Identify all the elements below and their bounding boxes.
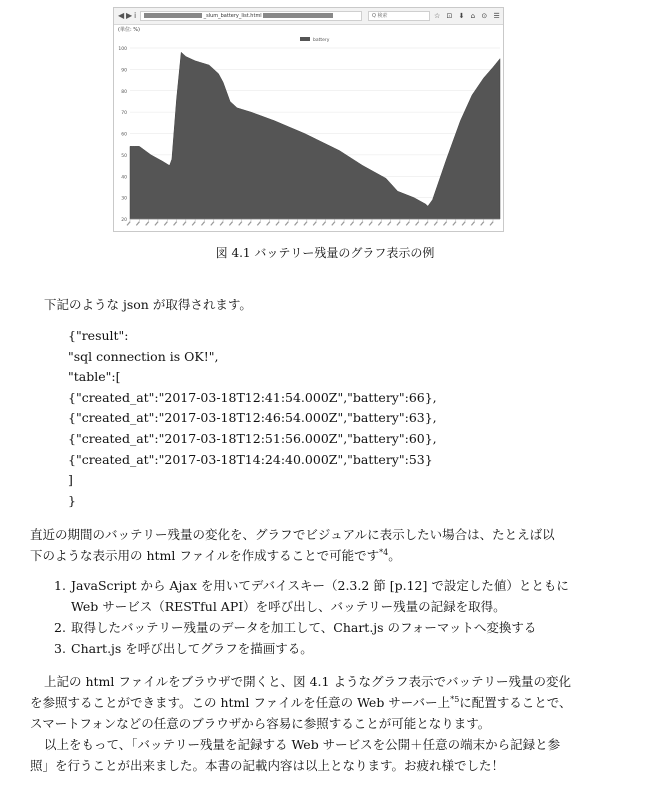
search-input[interactable]: Q 検索: [368, 11, 430, 21]
y-tick-label: 100: [118, 47, 127, 52]
x-tick-label: [387, 221, 391, 226]
json-line: "sql connection is OK!",: [68, 348, 219, 364]
browser-screenshot: [113, 7, 504, 232]
paragraph-3-line-1: 上記の html ファイルをブラウザで開くと、図 4.1 ようなグラフ表示でバッテリー残量の変化: [44, 674, 571, 689]
json-line: }: [68, 492, 76, 508]
y-tick-label: 40: [121, 175, 127, 181]
x-tick-label: [415, 221, 419, 226]
x-tick-label: [434, 221, 438, 226]
x-tick-label: [341, 221, 345, 226]
x-tick-label: [238, 221, 242, 226]
paragraph-3-line-4: 以上をもって、「バッテリー残量を記録する Web サービスを公開＋任意の端末から記録と参: [44, 737, 561, 752]
intro-paragraph: 下記のような json が取得されます。: [44, 297, 252, 312]
x-tick-label: [201, 221, 205, 226]
x-tick-label: [220, 221, 224, 226]
paragraph-2-line-1: 直近の期間のバッテリー残量の変化を、グラフでビジュアルに表示したい場合は、たとえば以: [30, 527, 555, 542]
x-tick-label: [471, 221, 475, 226]
x-tick-label: [173, 221, 177, 226]
paragraph-2-end: 。: [388, 548, 401, 563]
x-tick-label: [127, 221, 131, 226]
paragraph-3-line-5: 照」を行うことが出来ました。本書の記載内容は以上となります。お疲れ様でした！: [30, 758, 505, 773]
y-tick-label: 20: [121, 218, 127, 223]
x-tick-label: [145, 221, 149, 226]
x-tick-label: [378, 221, 382, 226]
x-tick-label: [182, 221, 186, 226]
x-tick-label: [462, 221, 466, 226]
json-line: {"created_at":"2017-03-18T14:24:40.000Z","battery":53}: [68, 451, 433, 467]
x-tick-label: [154, 221, 158, 226]
x-tick-label: [266, 221, 270, 226]
x-tick-label: [210, 221, 214, 226]
url-text: _slum_battery_list.html: [203, 13, 262, 19]
footnote-ref-4[interactable]: *4: [379, 547, 389, 557]
list-number: 3.: [54, 641, 66, 656]
unit-label: (単位: %): [118, 27, 140, 33]
footnote-ref-5[interactable]: *5: [450, 694, 460, 704]
x-tick-label: [275, 221, 279, 226]
json-line: "table":[: [68, 369, 121, 385]
paragraph-3-line-3: スマートフォンなどの任意のブラウザから容易に参照することが可能となります。: [30, 716, 491, 731]
legend-label: battery: [313, 38, 330, 43]
redacted-url-part: [263, 13, 333, 18]
y-tick-label: 30: [121, 196, 127, 202]
y-tick-label: 90: [121, 68, 127, 74]
list-text: 取得したバッテリー残量のデータを加工して、Chart.js のフォーマットへ変換する: [71, 620, 537, 635]
x-tick-label: [443, 221, 447, 226]
browser-toolbar: [114, 8, 503, 25]
legend-swatch: [300, 37, 310, 41]
paragraph-3-line-2b: に配置することで、: [459, 695, 572, 710]
x-tick-label: [452, 221, 456, 226]
y-tick-label: 80: [121, 89, 127, 95]
toolbar-icons[interactable]: ☆ ⊡ ⬇ ⌂ ⊙ ☰: [434, 12, 502, 20]
paragraph-3-line-2a: を参照することができます。この html ファイルを任意の Web サーバー上: [30, 695, 451, 710]
json-line: ]: [68, 472, 73, 488]
list-item: [54, 575, 624, 617]
x-tick-label: [294, 221, 298, 226]
json-line: {"result":: [68, 328, 129, 343]
steps-list: [54, 575, 624, 659]
redacted-url-part: [144, 13, 202, 18]
battery-area: [130, 52, 500, 219]
x-tick-label: [303, 221, 307, 226]
paragraph-2: [30, 524, 620, 566]
battery-area-chart: [114, 34, 503, 232]
figure-caption: 図 4.1 バッテリー残量のグラフ表示の例: [215, 246, 435, 260]
x-tick-label: [313, 221, 317, 226]
json-line: {"created_at":"2017-03-18T12:41:54.000Z","battery":66},: [68, 389, 437, 405]
list-item: [54, 617, 624, 638]
x-tick-label: [229, 221, 233, 226]
json-example: [68, 326, 437, 511]
x-tick-label: [285, 221, 289, 226]
y-tick-label: 50: [121, 153, 127, 159]
x-tick-label: [164, 221, 168, 226]
paragraph-3: [30, 671, 625, 776]
list-text: Chart.js を呼び出してグラフを描画する。: [71, 641, 313, 656]
x-tick-label: [480, 221, 484, 226]
x-tick-label: [396, 221, 400, 226]
x-tick-label: [369, 221, 373, 226]
info-icon[interactable]: i: [134, 11, 137, 20]
x-tick-label: [424, 221, 428, 226]
paragraph-2-line-2: 下のような表示用の html ファイルを作成することで可能です: [30, 548, 380, 563]
list-number: 1.: [54, 578, 66, 593]
x-tick-label: [192, 221, 196, 226]
x-tick-label: [490, 221, 494, 226]
x-tick-label: [248, 221, 252, 226]
x-tick-label: [406, 221, 410, 226]
forward-icon[interactable]: ▶: [126, 11, 133, 20]
back-icon[interactable]: ◀: [118, 11, 125, 20]
url-bar[interactable]: [140, 11, 362, 21]
x-tick-label: [331, 221, 335, 226]
x-tick-label: [350, 221, 354, 226]
list-number: 2.: [54, 620, 66, 635]
x-tick-label: [257, 221, 261, 226]
y-tick-label: 70: [121, 111, 127, 117]
x-tick-label: [359, 221, 363, 226]
list-text-cont: Web サービス（RESTful API）を呼び出し、バッテリー残量の記録を取得。: [71, 599, 506, 614]
x-tick-label: [322, 221, 326, 226]
json-line: {"created_at":"2017-03-18T12:46:54.000Z","battery":63},: [68, 410, 437, 426]
list-item: [54, 638, 624, 659]
x-tick-label: [136, 221, 140, 226]
list-text: JavaScript から Ajax を用いてデバイスキー（2.3.2 節 [p.12] で設定した値）とともに: [71, 578, 569, 593]
y-tick-label: 60: [121, 132, 127, 138]
json-line: {"created_at":"2017-03-18T12:51:56.000Z","battery":60},: [68, 430, 437, 446]
